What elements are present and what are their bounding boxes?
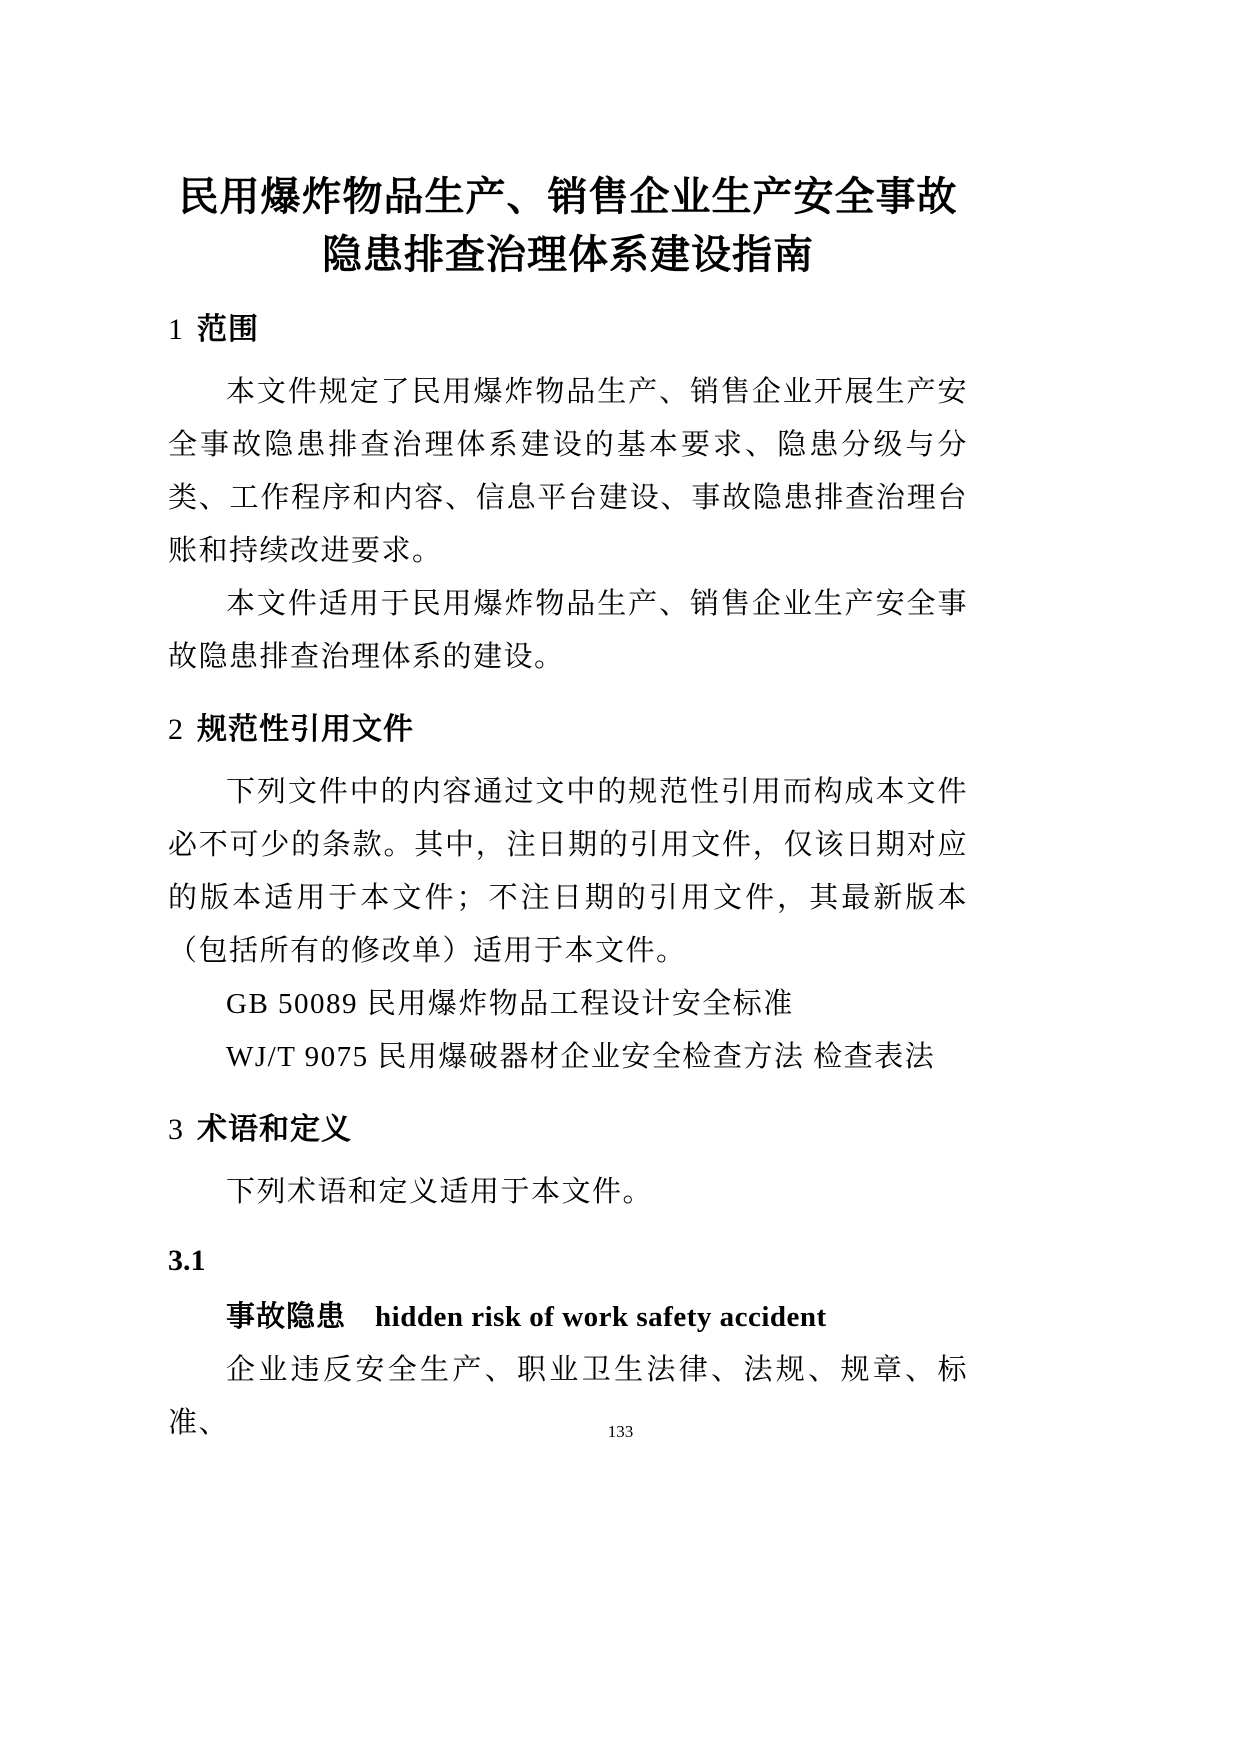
term-chinese: 事故隐患 bbox=[226, 1301, 347, 1333]
section-3-heading bbox=[168, 1110, 968, 1150]
section-3-number: 3 bbox=[168, 1113, 183, 1146]
document-content bbox=[168, 168, 968, 1450]
section-1-paragraph-2: 本文件适用于民用爆炸物品生产、销售企业生产安全事故隐患排查治理体系的建设。 bbox=[168, 588, 968, 673]
title-line-2: 隐患排查治理体系建设指南 bbox=[322, 232, 814, 277]
term-definition: 企业违反安全生产、职业卫生法律、法规、规章、标准、 bbox=[168, 1354, 968, 1439]
section-3-paragraph-1: 下列术语和定义适用于本文件。 bbox=[226, 1176, 654, 1208]
section-1-number: 1 bbox=[168, 313, 183, 346]
title-line-1: 民用爆炸物品生产、销售企业生产安全事故 bbox=[178, 174, 958, 219]
term-english: hidden risk of work safety accident bbox=[375, 1301, 827, 1333]
reference-gb-50089: GB 50089 民用爆炸物品工程设计安全标准 bbox=[226, 988, 794, 1020]
section-1-title: 范围 bbox=[197, 313, 259, 346]
term-number: 3.1 bbox=[168, 1244, 206, 1277]
section-2-paragraph-1: 下列文件中的内容通过文中的规范性引用而构成本文件必不可少的条款。其中，注日期的引用文件，仅该日期对应的版本适用于本文件；不注日期的引用文件，其最新版本（包括所有的修改单）适用于本文件。 bbox=[168, 776, 968, 967]
section-1-paragraph-1: 本文件规定了民用爆炸物品生产、销售企业开展生产安全事故隐患排查治理体系建设的基本要求、隐患分级与分类、工作程序和内容、信息平台建设、事故隐患排查治理台账和持续改进要求。 bbox=[168, 376, 968, 567]
section-1-heading bbox=[168, 310, 968, 350]
section-2-title: 规范性引用文件 bbox=[197, 713, 414, 746]
reference-wjt-9075: WJ/T 9075 民用爆破器材企业安全检查方法 检查表法 bbox=[226, 1041, 936, 1073]
section-2-heading bbox=[168, 710, 968, 750]
section-2-number: 2 bbox=[168, 713, 183, 746]
section-3-title: 术语和定义 bbox=[197, 1113, 352, 1146]
document-title bbox=[168, 168, 968, 284]
page-number: 133 bbox=[607, 1422, 634, 1441]
term-line bbox=[168, 1291, 968, 1344]
